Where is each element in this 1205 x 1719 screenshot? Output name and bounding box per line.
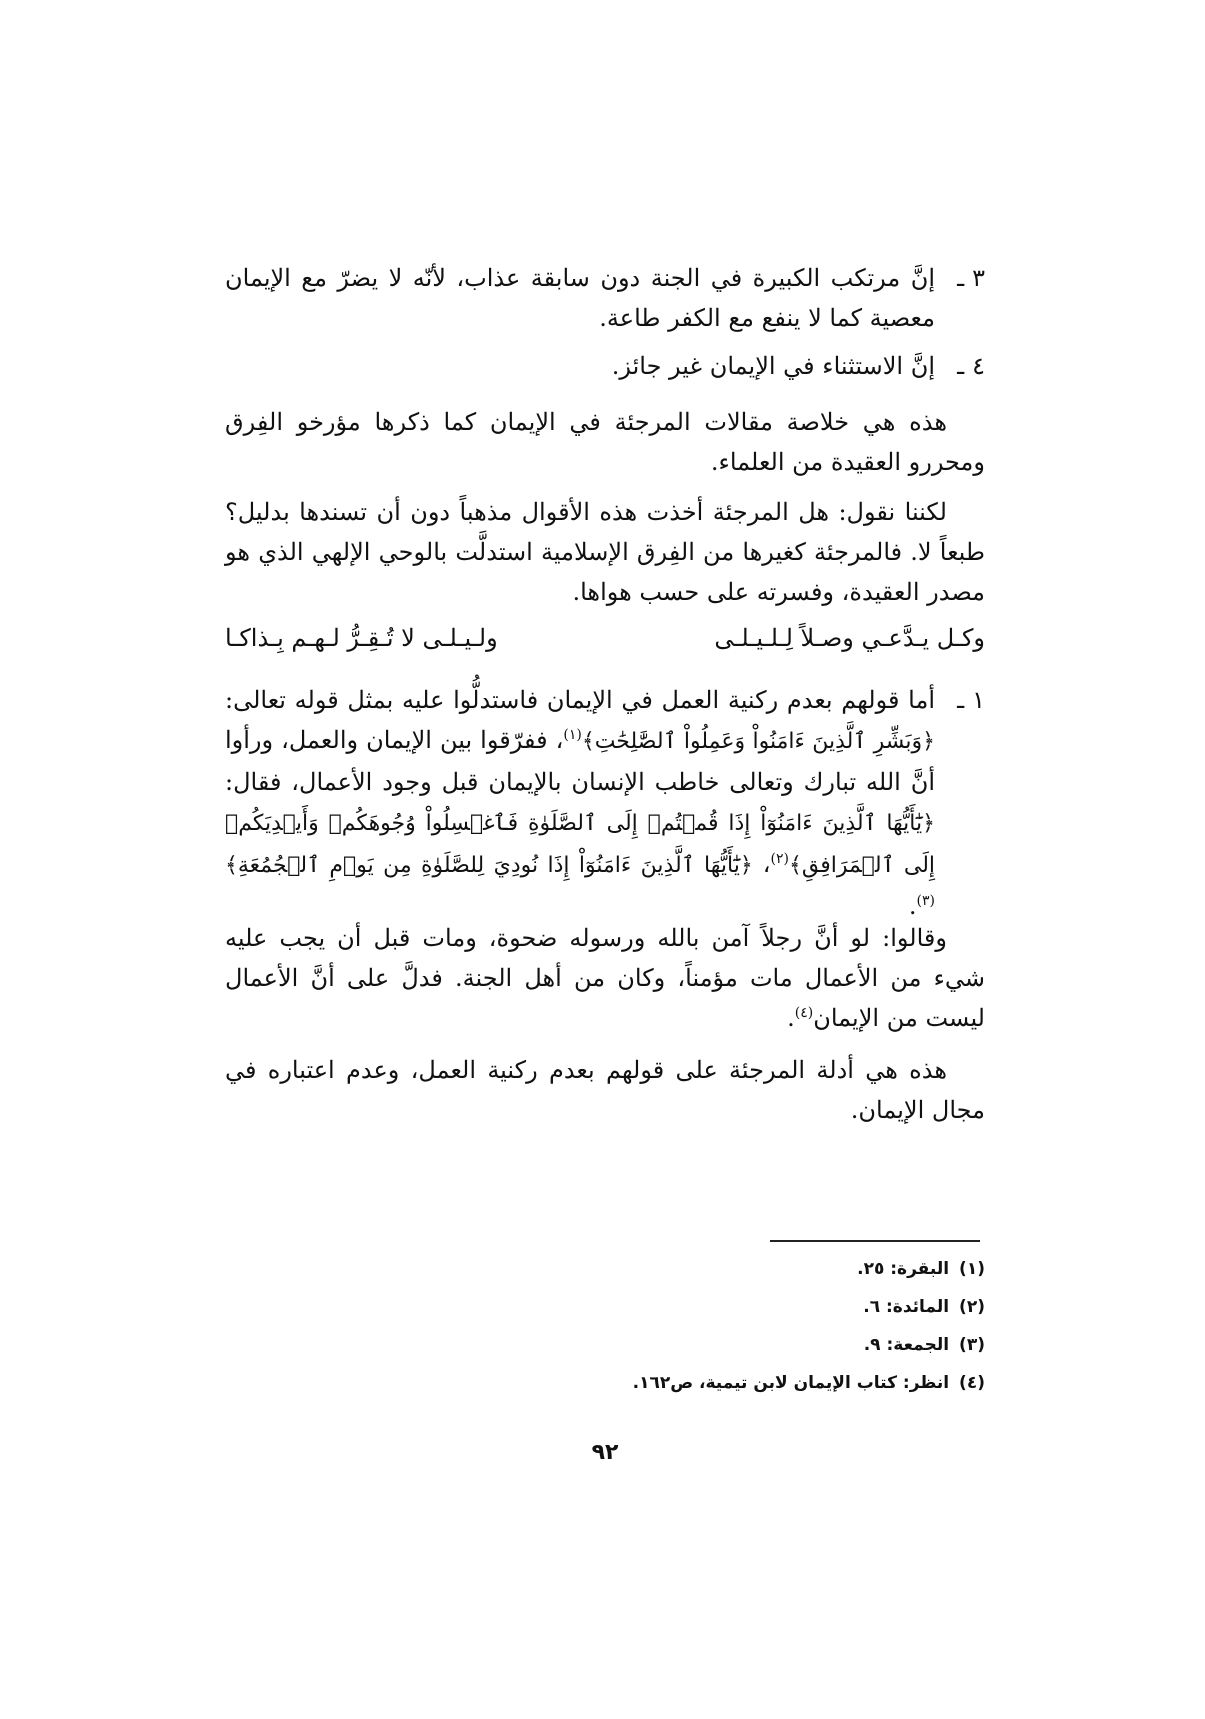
page-number: ٩٢ [591, 1440, 619, 1465]
list-item-1 [225, 680, 985, 926]
summary-paragraph: هذه هي خلاصة مقالات المرجئة في الإيمان كما ذكرها مؤرخو الفِرق ومحررو العقيدة من العلماء. [225, 408, 985, 476]
they-said-paragraph: وقالوا: لو أنَّ رجلاً آمن بالله ورسوله ضحوة، ومات قبل أن يجب عليه شيء من الأعمال مات مؤمناً، وكان من أهل الجنة. فدلَّ على أنَّ الأعمال ليست من الإيمان$^{(٤)}$. [225, 924, 985, 1032]
footnote-3: (٣)الجمعة: ٩. [863, 1335, 985, 1355]
footnote-marker: (١) [563, 727, 582, 743]
argument-paragraph: لكننا نقول: هل المرجئة أخذت هذه الأقوال مذهباً دون أن تسندها بدليل؟ طبعاً لا. فالمرجئة كغيرها من الفِرق الإسلامية استدلَّت بالوحي الإلهي الذي هو مصدر العقيدة، وفسرته على حسب هواها. [225, 498, 985, 606]
list-number: ٤ـ [957, 352, 985, 380]
footnote-separator [770, 1240, 980, 1242]
list-item-3 [225, 258, 985, 338]
verse-hemistich-2: ولـيـلـى لا تُـقِـرُّ لـهـم بِـذاكـا [225, 624, 498, 652]
quran-quote: ﴿وَبَشِّرِ ٱلَّذِينَ ءَامَنُواْ وَعَمِلُواْ ٱلصَّٰلِحَٰتِ﴾ [581, 729, 936, 754]
poetry-verse [225, 618, 985, 658]
verse-hemistich-1: وكـل يـدَّعـي وصـلاً لِـلـيـلـى [714, 624, 985, 652]
footnote-marker: (٣) [916, 893, 935, 909]
list-item-text: إنَّ الاستثناء في الإيمان غير جائز. [611, 352, 935, 380]
list-item-4 [225, 346, 985, 386]
quran-quote: ﴿يَٰٓأَيُّهَا ٱلَّذِينَ ءَامَنُوٓاْ إِذَا قُمۡتُمۡ إِلَى ٱلصَّلَوٰةِ فَٱغۡسِلُواْ وُجُوهَكُمۡ وَأَيۡدِيَكُمۡ إِلَى ٱلۡمَرَافِقِ﴾ [225, 811, 936, 878]
quran-quote: ﴿يَٰٓأَيُّهَا ٱلَّذِينَ ءَامَنُوٓاْ إِذَا نُودِيَ لِلصَّلَوٰةِ مِن يَوۡمِ ٱلۡجُمُعَةِ﴾ [225, 853, 753, 878]
footnote-2: (٢)المائدة: ٦. [863, 1297, 985, 1317]
footnote-4: (٤)انظر: كتاب الإيمان لابن تيمية، ص١٦٢. [632, 1373, 985, 1393]
footnote-marker: (٤) [794, 1005, 814, 1021]
list-number: ٣ـ [957, 264, 985, 292]
list-number: ١ـ [957, 686, 985, 714]
list-item-text: أما قولهم بعدم ركنية العمل في الإيمان فاستدلُّوا عليه بمثل قوله تعالى: ﴿وَبَشِّرِ ٱلَّذِينَ ءَامَنُواْ وَعَمِلُواْ ٱلصَّٰلِحَٰتِ﴾$^{(١)}$، ففرّقوا بين الإيمان والعمل، ورأوا أنَّ الله تبارك وتعالى خاطب الإنسان بالإيمان قبل وجود الأعمال، فقال: ﴿يَٰٓأَيُّهَا ٱلَّذِينَ ءَامَنُوٓاْ إِذَا قُمۡتُمۡ إِلَى ٱلصَّلَوٰةِ فَٱغۡسِلُواْ وُجُوهَكُمۡ وَأَيۡدِيَكُمۡ إِلَى ٱلۡمَرَافِقِ﴾$^{(٢)}$، ﴿يَٰٓأَيُّهَا ٱلَّذِينَ ءَامَنُوٓاْ إِذَا نُودِيَ لِلصَّلَوٰةِ مِن يَوۡمِ ٱلۡجُمُعَةِ﴾$^{(٣)}$. [225, 686, 936, 920]
footnote-1: (١)البقرة: ٢٥. [857, 1259, 985, 1279]
list-item-text: إنَّ مرتكب الكبيرة في الجنة دون سابقة عذاب، لأنّه لا يضرّ مع الإيمان معصية كما لا ينفع مع الكفر طاعة. [225, 264, 935, 332]
footnote-marker: (٢) [770, 851, 789, 867]
closing-paragraph: هذه هي أدلة المرجئة على قولهم بعدم ركنية العمل، وعدم اعتباره في مجال الإيمان. [225, 1056, 985, 1124]
